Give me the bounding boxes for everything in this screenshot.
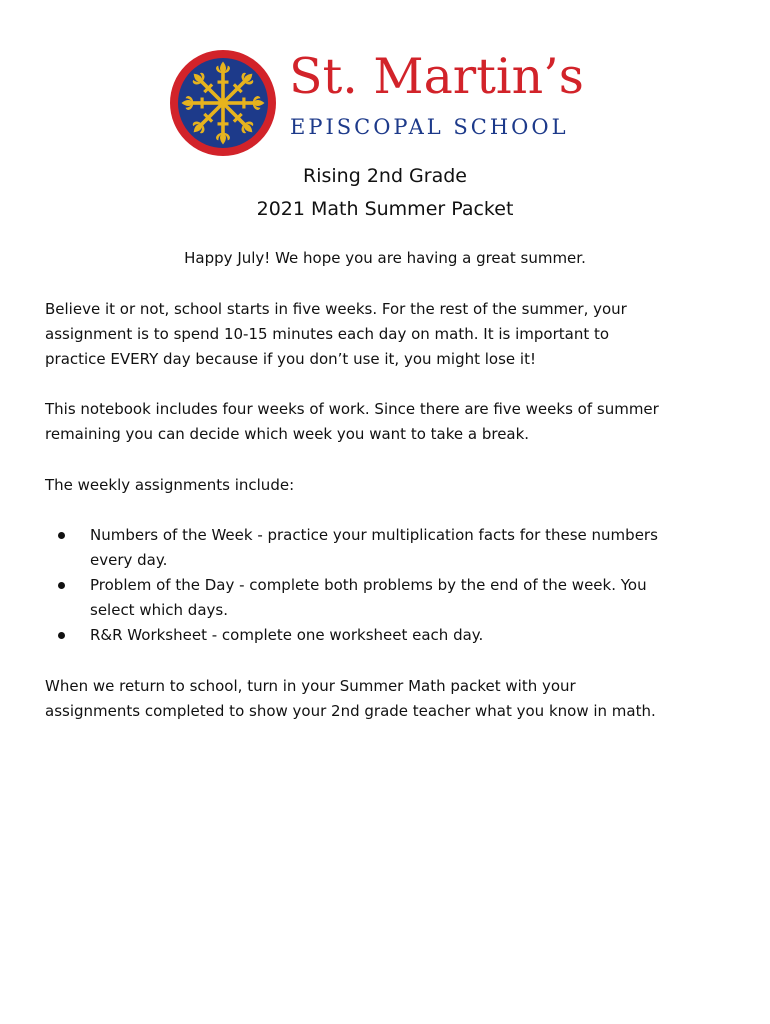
- list-item-line: Problem of the Day - complete both problems by the end of the week. You: [90, 576, 647, 594]
- assignment-list: [45, 523, 735, 648]
- list-item-line: Numbers of the Week - practice your multiplication facts for these numbers: [90, 526, 658, 544]
- list-item-line: R&R Worksheet - complete one worksheet each day.: [90, 626, 484, 644]
- list-item-line: select which days.: [90, 601, 228, 619]
- greeting-text: Happy July! We hope you are having a great summer.: [184, 249, 586, 267]
- paragraph-line: practice EVERY day because if you don’t use it, you might lose it!: [45, 350, 536, 368]
- paragraph-line: remaining you can decide which week you want to take a break.: [45, 425, 530, 443]
- list-item: [45, 623, 735, 648]
- packet-title-line2: 2021 Math Summer Packet: [256, 198, 514, 220]
- paragraph-line: Believe it or not, school starts in five weeks. For the rest of the summer, your: [45, 300, 627, 318]
- list-item: [45, 523, 735, 573]
- assignments-intro: [45, 473, 735, 498]
- school-subtitle: EPISCOPAL SCHOOL: [290, 115, 569, 139]
- notebook-paragraph: [45, 397, 735, 447]
- closing-paragraph: [45, 674, 735, 724]
- school-name: St. Martin’s: [289, 48, 584, 105]
- paragraph-line: When we return to school, turn in your Summer Math packet with your: [45, 677, 576, 695]
- bullet-icon: [58, 532, 65, 539]
- paragraph-line: assignment is to spend 10-15 minutes each day on math. It is important to: [45, 325, 610, 343]
- paragraph-line: This notebook includes four weeks of work. Since there are five weeks of summer: [45, 400, 659, 418]
- paragraph-line: The weekly assignments include:: [45, 476, 295, 494]
- list-item-line: every day.: [90, 551, 168, 569]
- list-item: [45, 573, 735, 623]
- intro-paragraph: [45, 297, 735, 372]
- bullet-icon: [58, 582, 65, 589]
- packet-title-line1: Rising 2nd Grade: [303, 165, 467, 187]
- paragraph-line: assignments completed to show your 2nd grade teacher what you know in math.: [45, 702, 656, 720]
- school-logo: [168, 46, 608, 158]
- fleur-de-lis-cross-seal-icon: [168, 48, 278, 158]
- bullet-icon: [58, 632, 65, 639]
